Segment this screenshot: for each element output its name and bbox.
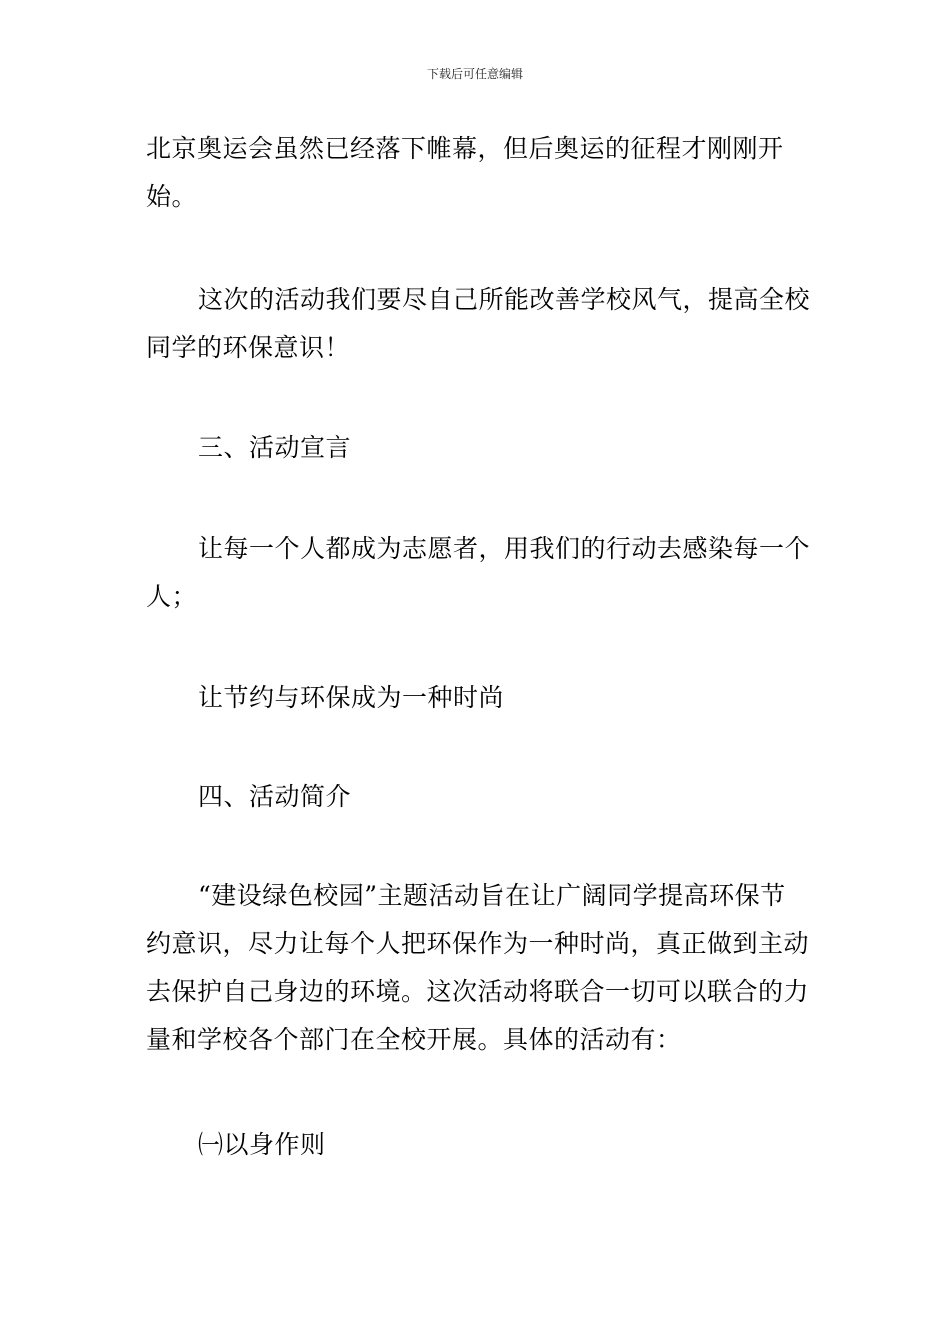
- paragraph-activity-goal: 这次的活动我们要尽自己所能改善学校风气，提高全校同学的环保意识！: [146, 285, 811, 362]
- section-heading-introduction: 四、活动简介: [198, 782, 352, 811]
- paragraph-declaration-volunteer: 让每一个人都成为志愿者，用我们的行动去感染每一个人；: [146, 534, 811, 611]
- paragraph-introduction: “建设绿色校园”主题活动旨在让广阔同学提高环保节约意识，尽力让每个人把环保作为一种时尚，真正做到主动去保护自己身边的环境。这次活动将联合一切可以联合的力量和学校各个部门在全校开展。具体的活动有：: [146, 881, 810, 1054]
- paragraph-olympics: 北京奥运会虽然已经落下帷幕，但后奥运的征程才刚刚开始。: [146, 134, 784, 211]
- paragraph-declaration-fashion: 让节约与环保成为一种时尚: [198, 683, 505, 712]
- section-heading-declaration: 三、活动宣言: [198, 433, 352, 462]
- header-note: 下载后可任意编辑: [426, 67, 523, 81]
- list-item-lead-by-example: ㈠以身作则: [198, 1130, 326, 1159]
